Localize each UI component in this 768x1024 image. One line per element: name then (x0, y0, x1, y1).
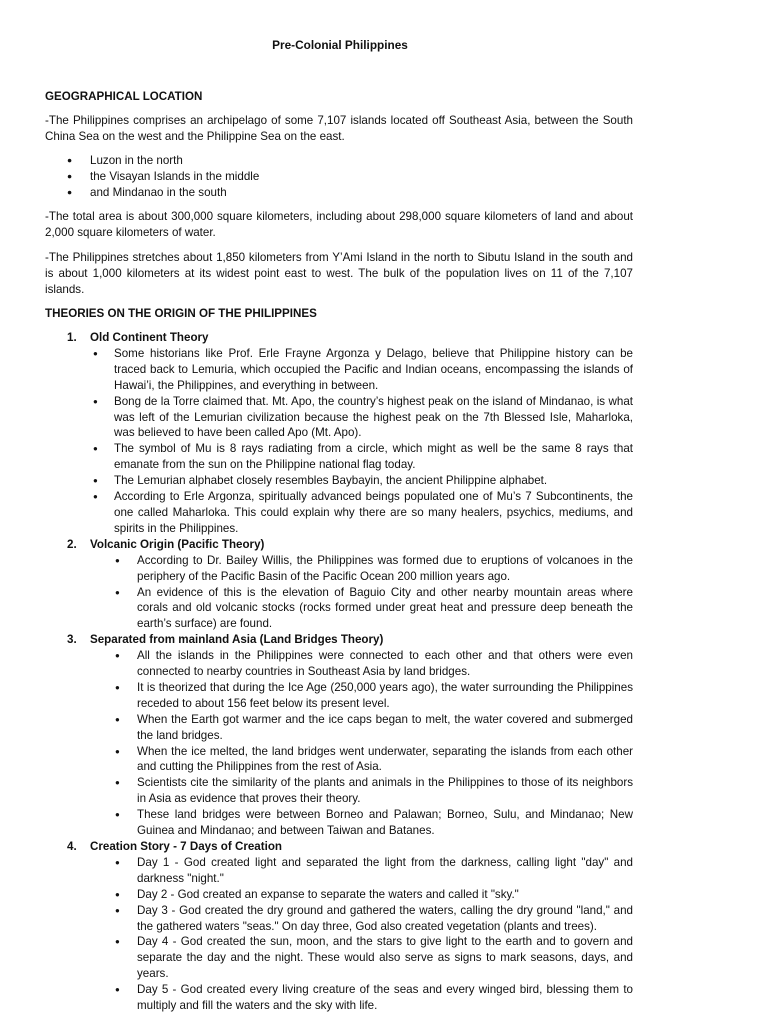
theory-title (45, 839, 633, 855)
theory-points (45, 553, 633, 633)
theory-number: 3. (67, 633, 77, 647)
region-item-luzon: ● Luzon in the north (45, 153, 633, 169)
theory-title-text: Old Continent Theory (90, 331, 209, 344)
theory-title-text: Volcanic Origin (Pacific Theory) (90, 537, 265, 551)
theory-point: ● These land bridges were between Borneo and Palawan; Borneo, Sulu, and Mindanao; New Guinea and Mindanao; and between Taiwan and Batanes. (45, 807, 633, 839)
geo-paragraph-3: -The Philippines stretches about 1,850 kilometers from Y’Ami Island in the north to Sibutu Island in the south and is about 1,000 kilometers at its widest point east to west. The bulk of the population lives on 11 of the 7,107 islands. (45, 251, 633, 296)
region-list (45, 153, 633, 201)
theory-point: ● The symbol of Mu is 8 rays radiating from a circle, which might as well be the same 8 rays that emanate from the sun on the Philippine national flag today. (45, 441, 633, 473)
theory-title (45, 632, 633, 648)
theory-point: ● When the Earth got warmer and the ice caps began to melt, the water covered and submerged the land bridges. (45, 712, 633, 744)
theory-point: ● Day 2 - God created an expanse to separate the waters and called it "sky." (45, 887, 633, 903)
theory-title (45, 537, 633, 553)
theory-point: ● Day 1 - God created light and separated the light from the darkness, calling light "day" and darkness "night." (45, 855, 633, 887)
region-item-visayas: ● the Visayan Islands in the middle (45, 169, 633, 185)
geo-paragraph-2: -The total area is about 300,000 square kilometers, including about 298,000 square kilometers of land and about 2,000 square kilometers of water. (45, 210, 633, 239)
theory-point: ● The Lemurian alphabet closely resembles Baybayin, the ancient Philippine alphabet. (45, 473, 633, 489)
theory-point: ● According to Erle Argonza, spiritually advanced beings populated one of Mu’s 7 Subcontinents, the one called Maharloka. This could explain why there are so many healers, psychics, mediums, and spirits in the Philippines. (45, 489, 633, 537)
theory-point: ● According to Dr. Bailey Willis, the Philippines was formed due to eruptions of volcanoes in the periphery of the Pacific Basin of the Pacific Ocean 200 million years ago. (45, 553, 633, 585)
theory-number: 1. (67, 331, 77, 344)
theory-point: ● It is theorized that during the Ice Age (250,000 years ago), the water surrounding the Philippines receded to about 156 feet below its present level. (45, 680, 633, 712)
region-item-mindanao: ● and Mindanao in the south (45, 185, 633, 201)
theory-point: ● Day 5 - God created every living creature of the seas and every winged bird, blessing them to multiply and fill the waters and the sky with life. (45, 982, 633, 1014)
document-title: Pre-Colonial Philippines (272, 38, 408, 52)
theory-item (45, 632, 633, 839)
theory-title-text: Separated from mainland Asia (Land Bridges Theory) (90, 633, 384, 647)
theory-number: 4. (67, 840, 77, 853)
theory-point: ● An evidence of this is the elevation of Baguio City and other nearby mountain areas where corals and old volcanic stocks (rocks formed under great heat and pressure deep beneath the earth’s surface) are found. (45, 585, 633, 633)
theory-point: ● When the ice melted, the land bridges went underwater, separating the islands from each other and cutting the Philippines from the rest of Asia. (45, 744, 633, 776)
theory-item (45, 330, 633, 537)
theory-point: ● Day 4 - God created the sun, moon, and the stars to give light to the earth and to govern and separate the day and the night. These would also serve as signs to mark seasons, days, and years. (45, 934, 633, 982)
theory-points (45, 346, 633, 537)
theory-point: ● Scientists cite the similarity of the plants and animals in the Philippines to those of its neighbors in Asia as evidence that proves their theory. (45, 775, 633, 807)
theories-list (45, 330, 633, 1014)
theory-point: ● All the islands in the Philippines were connected to each other and that others were even connected to nearby countries in Southeast Asia by land bridges. (45, 648, 633, 680)
theory-item (45, 537, 633, 632)
geo-paragraph-1: -The Philippines comprises an archipelago of some 7,107 islands located off Southeast Asia, between the South China Sea on the west and the Philippine Sea on the east. (45, 114, 633, 143)
theory-points (45, 648, 633, 839)
theory-point: ● Bong de la Torre claimed that. Mt. Apo, the country’s highest peak on the island of Mindanao, is what was left of the Lemurian civilization because the highest peak on the 7th Blessed Isle, Maharloka, was believed to have been called Apo (Mt. Apo). (45, 394, 633, 442)
theory-points (45, 855, 633, 1014)
theory-number: 2. (67, 537, 77, 551)
theory-point: ● Some historians like Prof. Erle Frayne Argonza y Delago, believe that Philippine history can be traced back to Lemuria, which occupied the Pacific and Indian oceans, encompassing the islands of Hawai’i, the Philippines, and everything in between. (45, 346, 633, 394)
theory-title (45, 330, 633, 346)
geo-heading: GEOGRAPHICAL LOCATION (45, 90, 203, 103)
theory-point: ● Day 3 - God created the dry ground and gathered the waters, calling the dry ground "land," and the gathered waters "seas." On day three, God also created vegetation (plants and trees). (45, 903, 633, 935)
theory-title-text: Creation Story - 7 Days of Creation (90, 840, 282, 853)
theory-item (45, 839, 633, 1014)
theories-heading: THEORIES ON THE ORIGIN OF THE PHILIPPINES (45, 307, 317, 320)
